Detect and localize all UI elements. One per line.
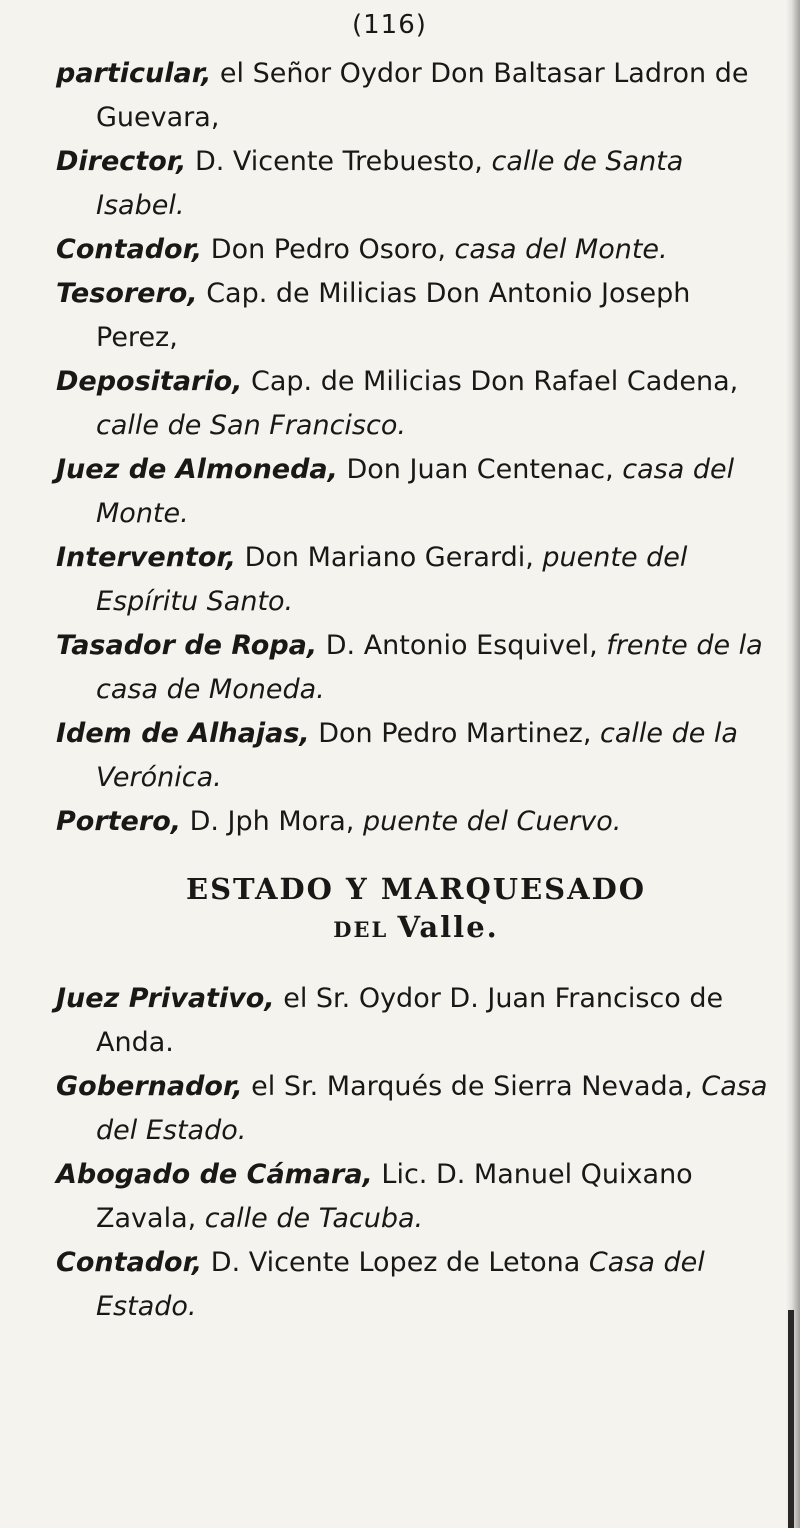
entry-role: Idem de Alhajas, [56,718,310,749]
directory-entry [56,52,776,140]
entry-person: Don Pedro Osoro, [202,234,455,265]
directory-entry [56,228,776,272]
entry-location: puente del Cuervo. [362,806,622,837]
directory-entry [56,800,776,844]
entry-role: particular, [56,58,212,89]
directory-entry [56,712,776,800]
directory-entry [56,1153,776,1241]
entry-role: Contador, [56,1247,203,1278]
directory-entry [56,624,776,712]
entry-location: Casa del Estado. [96,1247,705,1322]
entry-location: casa del Monte. [96,454,735,529]
page-edge-shadow [786,0,800,1528]
entry-role: Tasador de Ropa, [56,630,318,661]
entry-person: Don Juan Centenac, [337,454,623,485]
directory-entry [56,140,776,228]
entry-person: el Señor Oydor Don Baltasar Ladron de Guevara, [96,58,749,133]
entry-role: Juez de Almoneda, [56,454,338,485]
entry-location: Casa del Estado. [96,1071,768,1146]
directory-entry [56,360,776,448]
entry-location: puente del Espíritu Santo. [96,542,688,617]
entry-role: Contador, [56,234,203,265]
entry-location: casa del Monte. [454,234,668,265]
directory-entry [56,977,776,1065]
entry-role: Portero, [56,806,181,837]
entry-person: D. Vicente Lopez de Letona [202,1247,589,1278]
section-heading: ESTADO Y MARQUESADO [185,872,647,906]
directory-entry [56,536,776,624]
entry-location: calle de San Francisco. [96,410,406,441]
entry-person: el Sr. Oydor D. Juan Francisco de Anda. [96,983,724,1058]
entry-location: calle de Santa Isabel. [96,146,684,221]
directory-entry [56,448,776,536]
entry-role: Abogado de Cámara, [56,1159,373,1190]
entry-person: el Sr. Marqués de Sierra Nevada, [242,1071,702,1102]
entry-role: Juez Privativo, [56,983,275,1014]
entry-person: D. Antonio Esquivel, [317,630,607,661]
subheading-prefix: DEL [333,917,389,942]
section-subheading [56,910,776,947]
section-marquesado-officials [56,977,776,1329]
entry-person: Don Pedro Martinez, [309,718,601,749]
entry-person: D. Jph Mora, [181,806,363,837]
entry-location: frente de la casa de Moneda. [96,630,763,705]
entry-role: Gobernador, [56,1071,243,1102]
entry-role: Depositario, [56,366,243,397]
subheading-main: Valle. [397,910,499,944]
page-number: (116) [352,10,427,40]
entry-location: calle de la Verónica. [96,718,738,793]
entry-role: Tesorero, [56,278,198,309]
directory-entry [56,272,776,360]
entry-role: Director, [56,146,187,177]
entry-person: Lic. D. Manuel Quixano Zavala, [96,1159,693,1234]
entry-person: Don Mariano Gerardi, [236,542,543,573]
entry-role: Interventor, [56,542,236,573]
entry-person: Cap. de Milicias Don Antonio Joseph Perez, [96,278,691,353]
section-monte-officials [56,52,776,844]
entry-person: D. Vicente Trebuesto, [186,146,492,177]
directory-entry [56,1241,776,1329]
entry-location: calle de Tacuba. [204,1203,424,1234]
directory-entry [56,1065,776,1153]
entry-person: Cap. de Milicias Don Rafael Cadena, [242,366,739,397]
page-body [56,52,776,1329]
page-edge-binding [788,1310,794,1528]
